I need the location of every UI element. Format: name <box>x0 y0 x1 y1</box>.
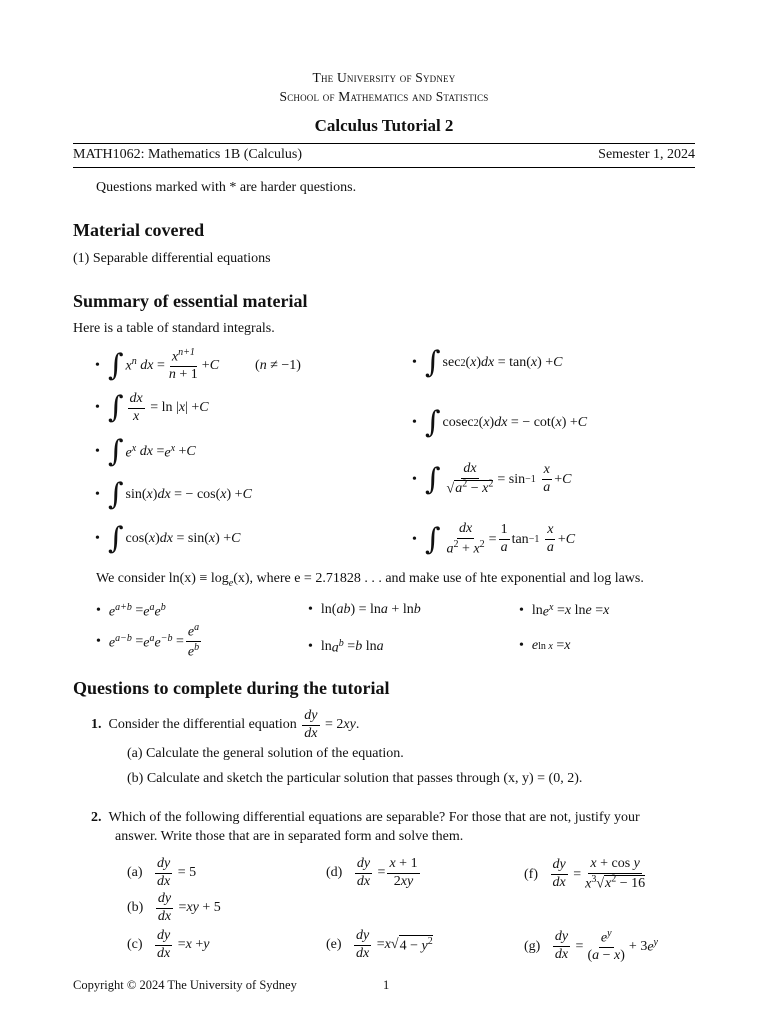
material-item: (1) Separable differential equations <box>73 251 271 266</box>
material-heading: Material covered <box>73 220 205 240</box>
integral-power: • ∫ $x^n$ dx = $\frac{x^{n+1}}{n + 1}$ + C (n ≠ −1) <box>95 347 301 383</box>
integral-log: • ∫ $\frac{dx}{x}$ = ln | x | + C <box>95 390 209 426</box>
eq-2a: (a) $\frac{dy}{dx}$ = 5 <box>127 856 197 889</box>
question-2: 2. Which of the following differential equations are separable? For those that are not, justify your <box>91 810 640 825</box>
course-code: MATH1062: Mathematics 1B (Calculus) <box>73 147 303 162</box>
page-number: 1 <box>383 978 390 992</box>
law-log-power: • ln $a^b$ = b ln a <box>308 638 384 656</box>
eq-2e: (e) $\frac{dy}{dx}$ = x √ $4 - y^2$ <box>326 928 433 961</box>
integral-sec2: • ∫ sec 2 ( x ) dx = tan( x ) + C <box>412 345 563 380</box>
integral-cosec2: • ∫ cosec 2 ( x ) dx = − cot( x ) + C <box>412 405 588 440</box>
law-ln-exp: • ln $e^x$ = x ln e = x <box>519 602 610 620</box>
eq-2c: (c) $\frac{dy}{dx}$ = x + y <box>127 928 210 961</box>
semester: Semester 1, 2024 <box>598 147 695 162</box>
copyright: Copyright © 2024 The University of Sydney <box>73 978 297 992</box>
law-exp-sum: • $e^{a+b}$ = $e^ae^b$ <box>96 602 166 620</box>
eq-2g: (g) $\frac{dy}{dx}$ = $\frac{e^y}{(a - x)}$ + 3 $e^y$ <box>524 928 658 964</box>
question-1: 1. Consider the differential equation $\frac{dy}{dx}$ = 2 xy . <box>91 708 360 741</box>
integral-exp: • ∫ $e^x$ dx = $e^x$ + C <box>95 434 196 469</box>
eq-2f: (f) $\frac{dy}{dx}$ = $\frac{\text{x + cos y}}{x^3√x^2 - 16}$ <box>524 856 646 892</box>
integral-arcsin: • ∫ $\frac{dx}{√a^2 - x^2}$ = sin −1 $\frac{x}{a}$ + C <box>412 461 572 497</box>
law-exp-diff: • $e^{a-b}$ = $e^ae^{-b}$ = $\frac{e^a}{e^b}$ <box>96 622 200 660</box>
harder-note: Questions marked with * are harder questions. <box>96 180 357 195</box>
summary-intro: Here is a table of standard integrals. <box>73 321 275 336</box>
school-name: School of Mathematics and Statistics <box>279 89 489 104</box>
question-1a: (a) Calculate the general solution of the equation. <box>127 746 404 761</box>
question-2-cont: answer. Write those that are in separated form and solve them. <box>115 829 464 844</box>
eq-2d: (d) $\frac{dy}{dx}$ = $\frac{x + 1}{2xy}$ <box>326 856 418 889</box>
integral-arctan: • ∫ $\frac{dx}{a^2 + x^2}$ = $\frac{1}{a}$ tan −1 $\frac{x}{a}$ + C <box>412 521 576 557</box>
question-1b: (b) Calculate and sketch the particular solution that passes through (x, y) = (0, 2). <box>127 771 583 786</box>
law-log-product: • ln( ab ) = ln a + ln b <box>308 602 421 617</box>
divider-top <box>73 143 695 144</box>
integral-cos: • ∫ cos( x ) dx = sin( x ) + C <box>95 521 241 556</box>
summary-heading: Summary of essential material <box>73 291 308 311</box>
law-exp-ln: • e ln x = x <box>519 638 571 653</box>
log-sentence: We consider $\ln(x) \equiv \log_e(x)$, where e = 2.71828 . . . and make use of hte exponential and log laws. <box>96 571 644 589</box>
page-title: Calculus Tutorial 2 <box>314 116 454 135</box>
university-name: The University of Sydney <box>312 70 456 85</box>
eq-2b: (b) $\frac{dy}{dx}$ = xy + 5 <box>127 891 221 924</box>
integral-sin: • ∫ sin( x ) dx = − cos( x ) + C <box>95 477 252 512</box>
questions-heading: Questions to complete during the tutorial <box>73 678 390 698</box>
divider-bottom <box>73 167 695 168</box>
